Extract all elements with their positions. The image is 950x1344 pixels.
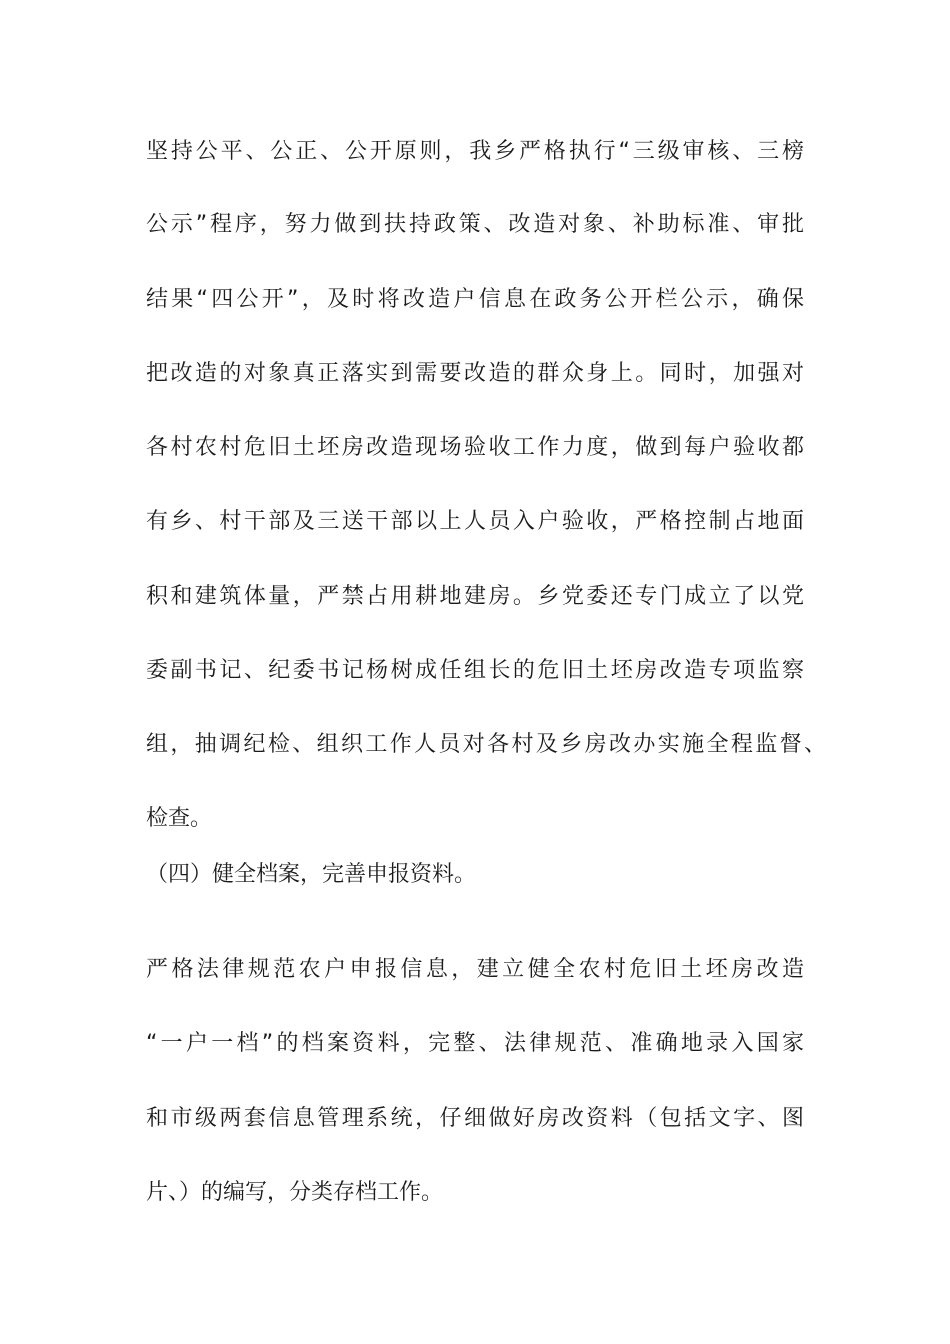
paragraph-line: 公示”程序，努力做到扶持政策、改造对象、补助标准、审批 [146,212,804,237]
paragraph-line: 坚持公平、公正、公开原则，我乡严格执行“三级审核、三榜 [146,139,804,164]
paragraph-line: 组，抽调纪检、组织工作人员对各村及乡房改办实施全程监督、 [146,732,826,757]
paragraph-line: 积和建筑体量，严禁占用耕地建房。乡党委还专门成立了以党 [146,584,804,609]
paragraph-line: “一户一档”的档案资料，完整、法律规范、准确地录入国家 [146,1031,804,1056]
paragraph-line: 有乡、村干部及三送干部以上人员入户验收，严格控制占地面 [146,509,804,534]
paragraph-line: 和市级两套信息管理系统，仔细做好房改资料（包括文字、图 [146,1106,804,1131]
paragraph-line-end: 片、）的编写，分类存档工作。 [146,1180,444,1205]
paragraph-line: 结果“四公开”，及时将改造户信息在政务公开栏公示，确保 [146,287,804,312]
paragraph-line: 委副书记、纪委书记杨树成任组长的危旧土坯房改造专项监察 [146,658,804,683]
paragraph-line: 各村农村危旧土坯房改造现场验收工作力度，做到每户验收都 [146,435,804,460]
paragraph-line: 严格法律规范农户申报信息，建立健全农村危旧土坯房改造 [146,957,804,982]
paragraph-line-end: 检查。 [146,806,213,831]
paragraph-line: 把改造的对象真正落实到需要改造的群众身上。同时，加强对 [146,361,804,386]
section-heading: （四）健全档案，完善申报资料。 [146,862,477,887]
